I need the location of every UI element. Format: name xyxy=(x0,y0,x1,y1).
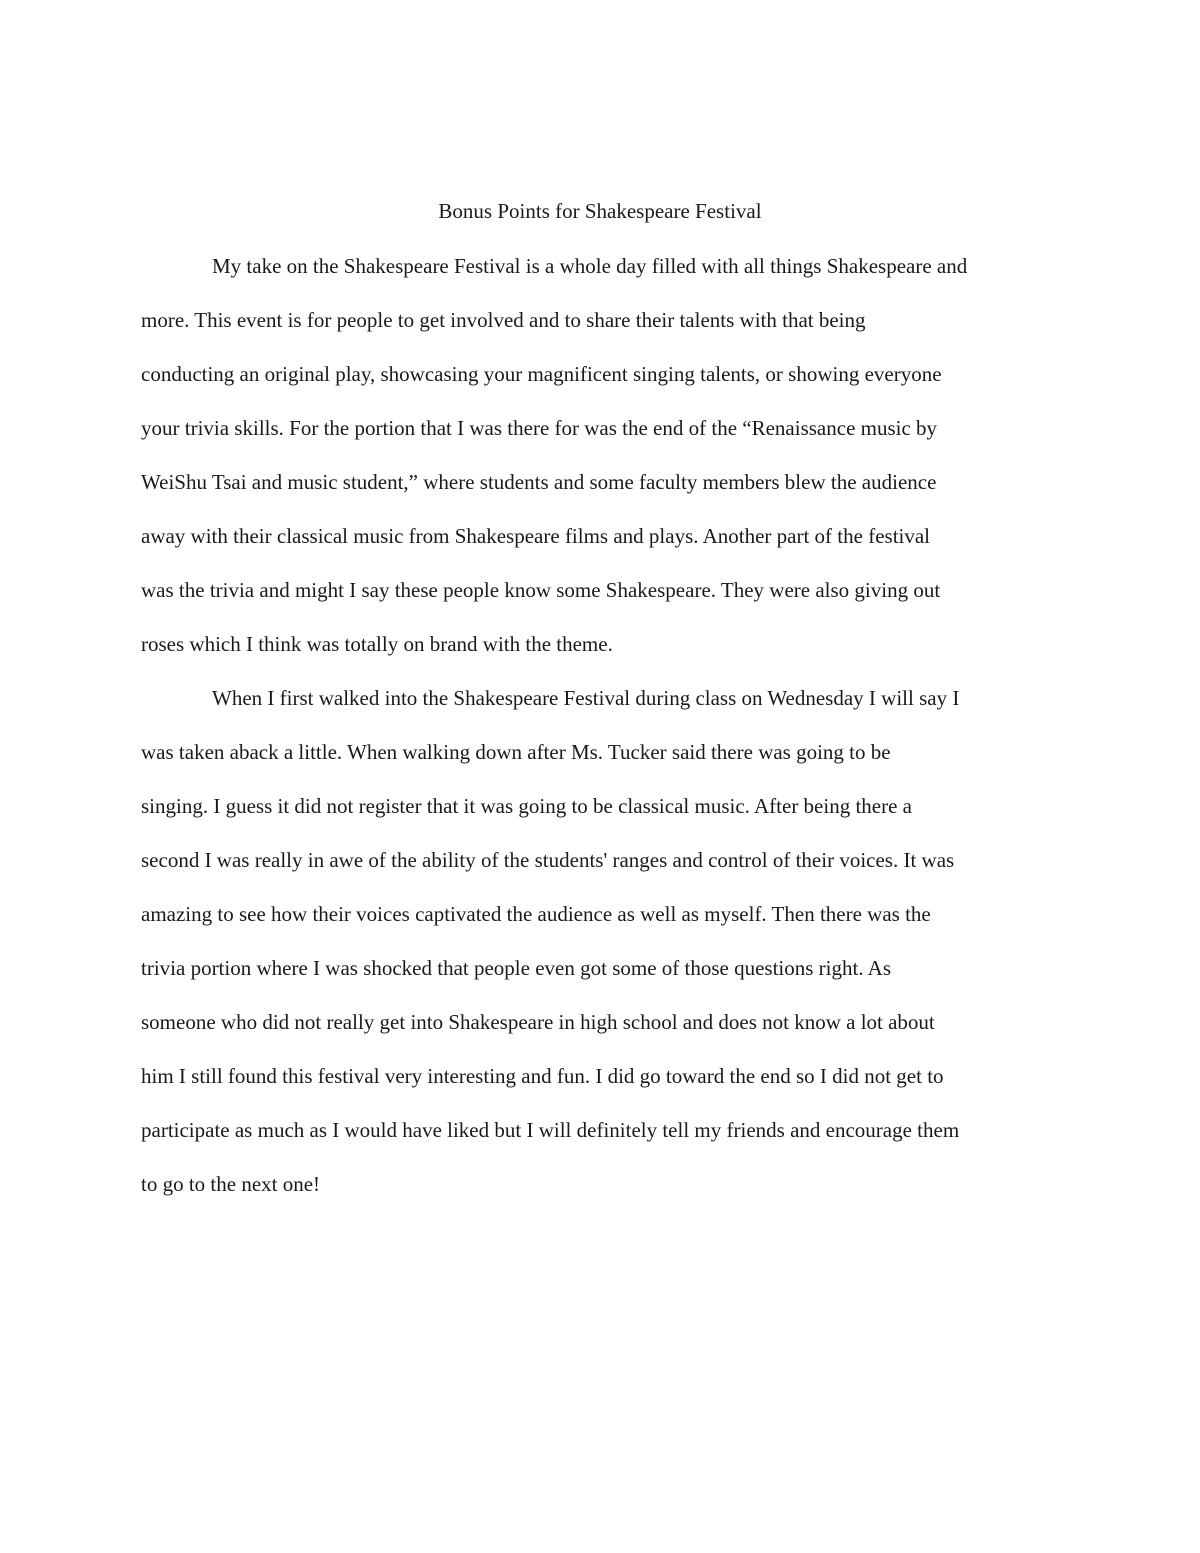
paragraph-2-line-5: amazing to see how their voices captivated the audience as well as myself. Then there was the xyxy=(141,902,931,926)
paragraph-2-line-9: participate as much as I would have liked but I will definitely tell my friends and encourage them xyxy=(141,1118,960,1142)
paragraph-2-line-6: trivia portion where I was shocked that people even got some of those questions right. As xyxy=(141,956,892,980)
paragraph-1-line-1: My take on the Shakespeare Festival is a whole day filled with all things Shakespeare and xyxy=(212,254,968,278)
paragraph-1-line-6: away with their classical music from Shakespeare films and plays. Another part of the festival xyxy=(141,524,931,548)
paragraph-1-line-4: your trivia skills. For the portion that I was there for was the end of the “Renaissance music by xyxy=(141,416,938,440)
paragraph-1-line-7: was the trivia and might I say these people know some Shakespeare. They were also giving out xyxy=(141,578,941,602)
paragraph-2-line-3: singing. I guess it did not register that it was going to be classical music. After being there a xyxy=(141,794,913,818)
paragraph-1-line-2: more. This event is for people to get involved and to share their talents with that being xyxy=(141,308,866,332)
paragraph-2-line-8: him I still found this festival very interesting and fun. I did go toward the end so I did not get to xyxy=(141,1064,944,1088)
paragraph-1-line-8: roses which I think was totally on brand with the theme. xyxy=(141,632,613,656)
paragraph-2-line-7: someone who did not really get into Shakespeare in high school and does not know a lot about xyxy=(141,1010,935,1034)
paragraph-2-line-10: to go to the next one! xyxy=(141,1172,321,1196)
paragraph-1-line-5: WeiShu Tsai and music student,” where students and some faculty members blew the audience xyxy=(141,470,937,494)
paragraph-2-line-1: When I first walked into the Shakespeare Festival during class on Wednesday I will say I xyxy=(212,686,960,710)
paragraph-2-line-2: was taken aback a little. When walking down after Ms. Tucker said there was going to be xyxy=(141,740,891,764)
document-title: Bonus Points for Shakespeare Festival xyxy=(438,199,762,223)
paragraph-1-line-3: conducting an original play, showcasing your magnificent singing talents, or showing everyone xyxy=(141,362,942,386)
paragraph-2-line-4: second I was really in awe of the ability of the students' ranges and control of their voices. It was xyxy=(141,848,955,872)
